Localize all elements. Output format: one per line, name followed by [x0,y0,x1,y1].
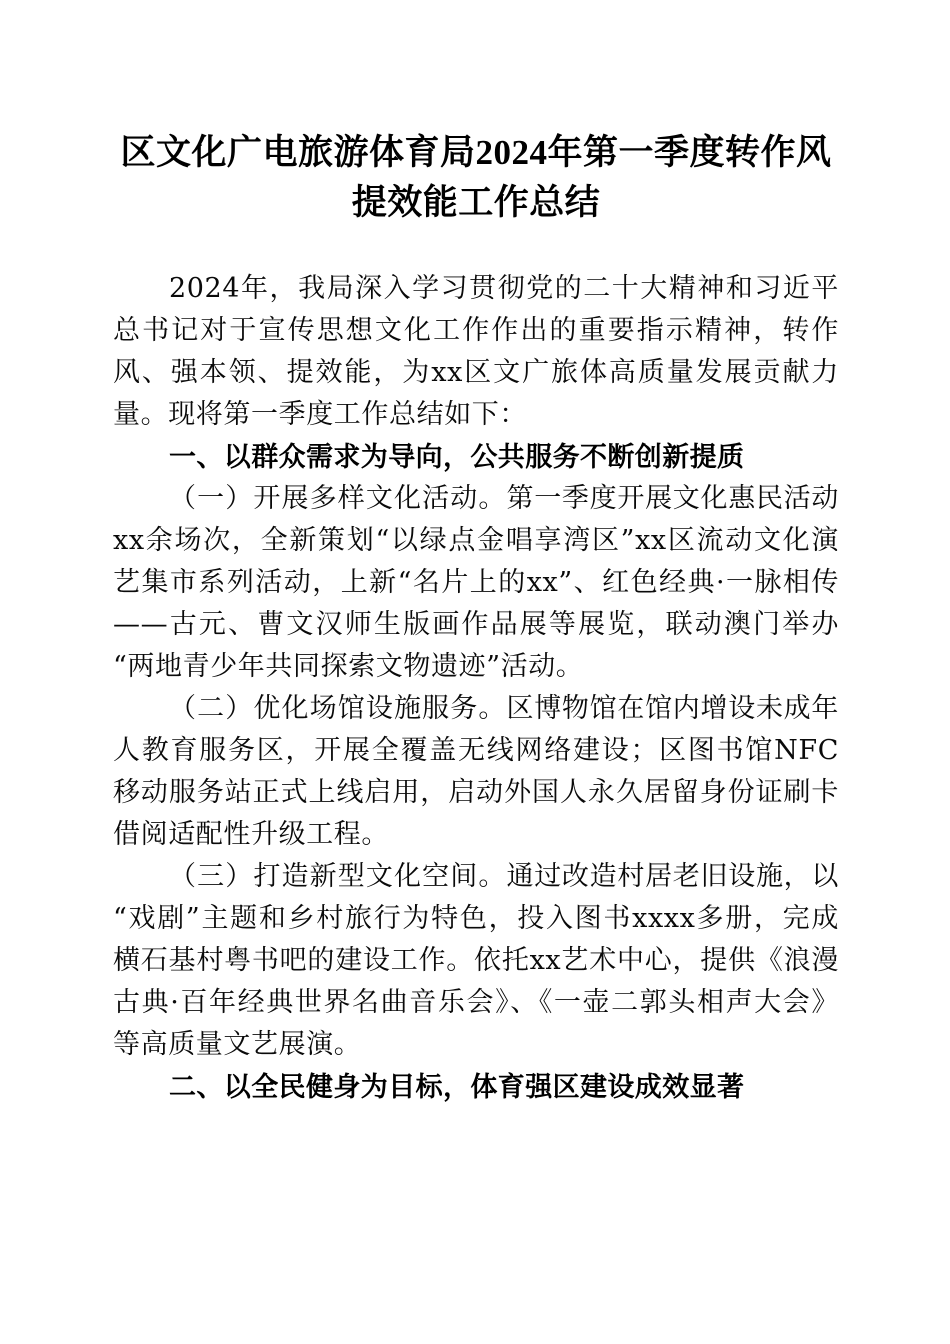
document-body [113,0,839,1278]
page-title: 区文化广电旅游体育局2024年第一季度转作风提效能工作总结 [120,133,832,222]
subsection-1-3-lead: （三）打造新型文化空间。 [169,861,507,892]
subsection-1-3 [113,856,839,1066]
subsection-1-1-lead: （一）开展多样文化活动。 [169,483,507,514]
page-bottom-whitespace [113,1108,839,1278]
intro-paragraph: 2024年，我局深入学习贯彻党的二十大精神和习近平总书记对于宣传思想文化工作作出的重要指示精神，转作风、强本领、提效能，为xx区文广旅体高质量发展贡献力量。现将第一季度工作总结如下： [113,273,839,430]
section-heading-2: 二、以全民健身为目标，体育强区建设成效显著 [169,1072,745,1102]
subsection-1-2-lead: （二）优化场馆设施服务。 [169,693,507,724]
section-heading-1: 一、以群众需求为导向，公共服务不断创新提质 [169,442,745,472]
subsection-1-2-text: 区博物馆在馆内增设未成年人教育服务区，开展全覆盖无线网络建设；区图书馆NFC移动服务站正式上线启用，启动外国人永久居留身份证刷卡借阅适配性升级工程。 [113,693,840,850]
subsection-1-2 [113,688,839,856]
subsection-1-1 [113,478,839,688]
subsection-1-1-text: 第一季度开展文化惠民活动xx余场次，全新策划“以绿点金唱享湾区”xx区流动文化演艺集市系列活动，上新“名片上的xx”、红色经典·一脉相传——古元、曹文汉师生版画作品展等展览，联动澳门举办“两地青少年共同探索文物遗迹”活动。 [113,483,840,682]
subsection-1-3-text: 通过改造村居老旧设施，以“戏剧”主题和乡村旅行为特色，投入图书xxxx多册，完成横石基村粤书吧的建设工作。依托xx艺术中心，提供《浪漫古典·百年经典世界名曲音乐会》、《一壶二郭头相声大会》等高质量文艺展演。 [113,861,840,1060]
